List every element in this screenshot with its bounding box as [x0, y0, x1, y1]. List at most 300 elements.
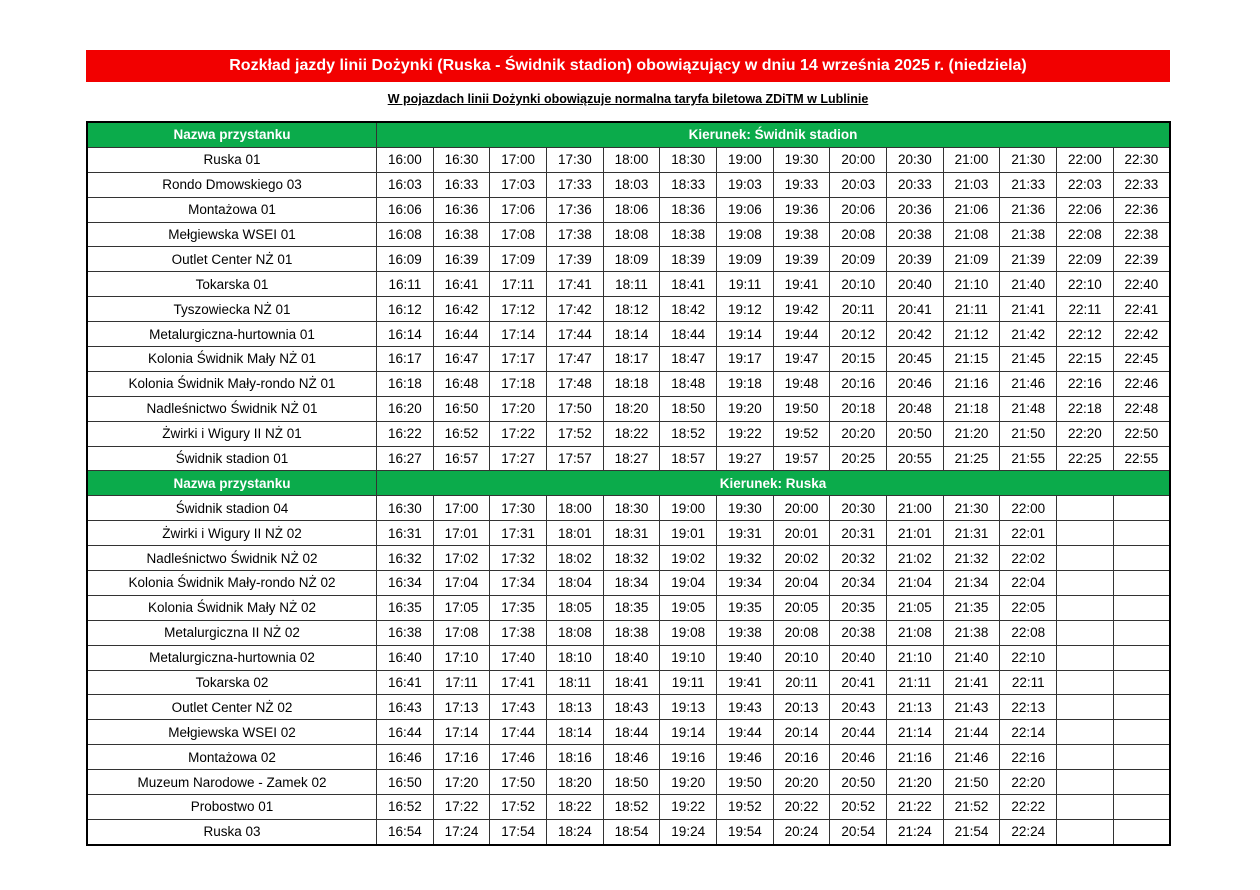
stop-name: Probostwo 01: [87, 795, 377, 820]
departure-time: 17:11: [490, 272, 547, 297]
departure-time: 16:44: [377, 720, 434, 745]
departure-time: 17:43: [490, 695, 547, 720]
departure-time: 17:16: [433, 745, 490, 770]
stop-name: Tyszowiecka NŻ 01: [87, 297, 377, 322]
departure-time: 20:01: [773, 521, 830, 546]
departure-time: 19:09: [717, 247, 774, 272]
departure-time: 21:20: [943, 421, 1000, 446]
departure-time: 18:33: [660, 172, 717, 197]
departure-time: 18:43: [603, 695, 660, 720]
departure-time: 20:30: [830, 496, 887, 521]
table-row: [87, 745, 1170, 770]
departure-time: 17:41: [547, 272, 604, 297]
departure-time: 17:46: [490, 745, 547, 770]
departure-time: 22:03: [1057, 172, 1114, 197]
table-row: [87, 197, 1170, 222]
departure-time: 20:50: [830, 770, 887, 795]
departure-time: 17:00: [490, 147, 547, 172]
departure-time: 21:15: [943, 347, 1000, 372]
departure-time: 20:30: [887, 147, 944, 172]
departure-time: [1113, 645, 1170, 670]
departure-time: 19:14: [660, 720, 717, 745]
departure-time: 19:38: [717, 620, 774, 645]
departure-time: 18:31: [603, 521, 660, 546]
departure-time: 20:54: [830, 819, 887, 844]
departure-time: 16:47: [433, 347, 490, 372]
departure-time: 16:31: [377, 521, 434, 546]
departure-time: 19:48: [773, 371, 830, 396]
departure-time: 20:20: [830, 421, 887, 446]
departure-time: 17:44: [490, 720, 547, 745]
departure-time: 21:41: [943, 670, 1000, 695]
departure-time: 21:42: [1000, 322, 1057, 347]
departure-time: 18:47: [660, 347, 717, 372]
departure-time: 21:54: [943, 819, 1000, 844]
departure-time: 22:14: [1000, 720, 1057, 745]
departure-time: 21:03: [943, 172, 1000, 197]
departure-time: 16:32: [377, 546, 434, 571]
departure-time: 18:35: [603, 595, 660, 620]
departure-time: [1057, 595, 1114, 620]
timetable-title: Rozkład jazdy linii Dożynki (Ruska - Świdnik stadion) obowiązujący w dniu 14 września 2025 r. (niedziela): [86, 50, 1170, 82]
departure-time: 16:08: [377, 222, 434, 247]
departure-time: 20:10: [830, 272, 887, 297]
departure-time: 18:54: [603, 819, 660, 844]
departure-time: 16:33: [433, 172, 490, 197]
departure-time: 16:46: [377, 745, 434, 770]
stop-name: Żwirki i Wigury II NŻ 01: [87, 421, 377, 446]
departure-time: [1113, 620, 1170, 645]
departure-time: 17:01: [433, 521, 490, 546]
departure-time: 20:08: [773, 620, 830, 645]
departure-time: [1113, 745, 1170, 770]
departure-time: 22:10: [1057, 272, 1114, 297]
departure-time: 20:13: [773, 695, 830, 720]
stop-name: Kolonia Świdnik Mały-rondo NŻ 02: [87, 571, 377, 596]
departure-time: 21:40: [943, 645, 1000, 670]
stop-name: Metalurgiczna II NŻ 02: [87, 620, 377, 645]
departure-time: 19:20: [660, 770, 717, 795]
departure-time: 18:08: [547, 620, 604, 645]
departure-time: 21:10: [887, 645, 944, 670]
departure-time: 18:03: [603, 172, 660, 197]
departure-time: 19:22: [717, 421, 774, 446]
table-row: [87, 546, 1170, 571]
departure-time: 18:46: [603, 745, 660, 770]
departure-time: 20:52: [830, 795, 887, 820]
stop-name: Montażowa 01: [87, 197, 377, 222]
stop-name: Świdnik stadion 01: [87, 446, 377, 471]
departure-time: 21:09: [943, 247, 1000, 272]
departure-time: [1057, 521, 1114, 546]
departure-time: 16:57: [433, 446, 490, 471]
departure-time: 21:40: [1000, 272, 1057, 297]
departure-time: 22:11: [1057, 297, 1114, 322]
departure-time: 20:05: [773, 595, 830, 620]
departure-time: 19:41: [773, 272, 830, 297]
table-row: [87, 496, 1170, 521]
departure-time: 19:39: [773, 247, 830, 272]
departure-time: 22:46: [1113, 371, 1170, 396]
departure-time: [1057, 745, 1114, 770]
departure-time: 16:40: [377, 645, 434, 670]
departure-time: 22:05: [1000, 595, 1057, 620]
departure-time: 18:22: [603, 421, 660, 446]
departure-time: [1113, 670, 1170, 695]
departure-time: 18:12: [603, 297, 660, 322]
section-header: [87, 471, 1170, 496]
departure-time: 19:16: [660, 745, 717, 770]
departure-time: 18:39: [660, 247, 717, 272]
departure-time: 21:10: [943, 272, 1000, 297]
departure-time: 20:10: [773, 645, 830, 670]
departure-time: 18:00: [603, 147, 660, 172]
departure-time: 17:30: [547, 147, 604, 172]
departure-time: 19:31: [717, 521, 774, 546]
departure-time: 21:44: [943, 720, 1000, 745]
stop-name: Nadleśnictwo Świdnik NŻ 01: [87, 396, 377, 421]
departure-time: 17:32: [490, 546, 547, 571]
departure-time: [1113, 770, 1170, 795]
departure-time: 18:48: [660, 371, 717, 396]
departure-time: [1057, 546, 1114, 571]
departure-time: 18:11: [603, 272, 660, 297]
departure-time: 18:18: [603, 371, 660, 396]
departure-time: 19:44: [773, 322, 830, 347]
departure-time: 20:11: [830, 297, 887, 322]
departure-time: 18:38: [603, 620, 660, 645]
departure-time: [1113, 595, 1170, 620]
stop-name: Ruska 01: [87, 147, 377, 172]
table-row: [87, 222, 1170, 247]
departure-time: 21:41: [1000, 297, 1057, 322]
departure-time: 17:02: [433, 546, 490, 571]
departure-time: 19:27: [717, 446, 774, 471]
stop-name: Kolonia Świdnik Mały-rondo NŻ 01: [87, 371, 377, 396]
departure-time: 16:41: [433, 272, 490, 297]
departure-time: 20:32: [830, 546, 887, 571]
departure-time: 18:01: [547, 521, 604, 546]
departure-time: 18:17: [603, 347, 660, 372]
departure-time: [1057, 795, 1114, 820]
departure-time: 20:34: [830, 571, 887, 596]
departure-time: 20:02: [773, 546, 830, 571]
departure-time: 18:16: [547, 745, 604, 770]
departure-time: 18:30: [660, 147, 717, 172]
departure-time: 20:38: [887, 222, 944, 247]
departure-time: 18:09: [603, 247, 660, 272]
departure-time: 22:41: [1113, 297, 1170, 322]
departure-time: 22:22: [1000, 795, 1057, 820]
departure-time: 16:44: [433, 322, 490, 347]
departure-time: 21:14: [887, 720, 944, 745]
departure-time: 22:20: [1057, 421, 1114, 446]
departure-time: 20:35: [830, 595, 887, 620]
departure-time: 17:47: [547, 347, 604, 372]
departure-time: 18:13: [547, 695, 604, 720]
departure-time: 21:45: [1000, 347, 1057, 372]
table-row: [87, 770, 1170, 795]
departure-time: 18:20: [603, 396, 660, 421]
fare-notice: W pojazdach linii Dożynki obowiązuje normalna taryfa biletowa ZDiTM w Lublinie: [387, 92, 869, 106]
departure-time: 22:01: [1000, 521, 1057, 546]
departure-time: 20:09: [830, 247, 887, 272]
table-row: [87, 720, 1170, 745]
departure-time: 19:17: [717, 347, 774, 372]
departure-time: 20:11: [773, 670, 830, 695]
stop-name: Muzeum Narodowe - Zamek 02: [87, 770, 377, 795]
departure-time: [1113, 795, 1170, 820]
departure-time: 21:46: [1000, 371, 1057, 396]
departure-time: 21:22: [887, 795, 944, 820]
departure-time: 16:52: [433, 421, 490, 446]
departure-time: 18:50: [603, 770, 660, 795]
departure-time: 21:43: [943, 695, 1000, 720]
departure-time: 19:22: [660, 795, 717, 820]
departure-time: 17:52: [547, 421, 604, 446]
departure-time: 20:04: [773, 571, 830, 596]
departure-time: 18:14: [547, 720, 604, 745]
departure-time: 16:50: [433, 396, 490, 421]
departure-time: 18:11: [547, 670, 604, 695]
departure-time: 16:35: [377, 595, 434, 620]
departure-time: 21:39: [1000, 247, 1057, 272]
departure-time: 18:20: [547, 770, 604, 795]
departure-time: [1113, 819, 1170, 844]
departure-time: 20:45: [887, 347, 944, 372]
departure-time: 19:50: [717, 770, 774, 795]
departure-time: 16:39: [433, 247, 490, 272]
departure-time: 18:02: [547, 546, 604, 571]
departure-time: 16:36: [433, 197, 490, 222]
departure-time: 19:03: [717, 172, 774, 197]
departure-time: 20:14: [773, 720, 830, 745]
departure-time: 17:38: [490, 620, 547, 645]
table-row: [87, 795, 1170, 820]
departure-time: 17:09: [490, 247, 547, 272]
departure-time: 17:14: [433, 720, 490, 745]
departure-time: 20:18: [830, 396, 887, 421]
departure-time: [1057, 571, 1114, 596]
departure-time: 20:39: [887, 247, 944, 272]
stop-name: Świdnik stadion 04: [87, 496, 377, 521]
departure-time: 17:05: [433, 595, 490, 620]
departure-time: 22:11: [1000, 670, 1057, 695]
departure-time: 22:12: [1057, 322, 1114, 347]
departure-time: 17:39: [547, 247, 604, 272]
departure-time: 20:48: [887, 396, 944, 421]
departure-time: 21:38: [1000, 222, 1057, 247]
departure-time: 22:09: [1057, 247, 1114, 272]
departure-time: 17:00: [433, 496, 490, 521]
departure-time: 18:36: [660, 197, 717, 222]
departure-time: 18:42: [660, 297, 717, 322]
departure-time: 17:10: [433, 645, 490, 670]
departure-time: 21:20: [887, 770, 944, 795]
departure-time: 20:31: [830, 521, 887, 546]
departure-time: 17:30: [490, 496, 547, 521]
departure-time: 21:38: [943, 620, 1000, 645]
departure-time: 20:36: [887, 197, 944, 222]
departure-time: 19:01: [660, 521, 717, 546]
departure-time: 19:57: [773, 446, 830, 471]
departure-time: 22:39: [1113, 247, 1170, 272]
departure-time: 17:40: [490, 645, 547, 670]
stop-name: Tokarska 02: [87, 670, 377, 695]
timetable: [86, 121, 1171, 846]
departure-time: 21:50: [943, 770, 1000, 795]
departure-time: 22:15: [1057, 347, 1114, 372]
table-row: [87, 695, 1170, 720]
departure-time: 19:43: [717, 695, 774, 720]
departure-time: 19:02: [660, 546, 717, 571]
departure-time: 16:54: [377, 819, 434, 844]
stop-name: Outlet Center NŻ 02: [87, 695, 377, 720]
departure-time: 17:24: [433, 819, 490, 844]
departure-time: [1057, 819, 1114, 844]
departure-time: 21:55: [1000, 446, 1057, 471]
departure-time: 20:16: [830, 371, 887, 396]
departure-time: [1113, 571, 1170, 596]
departure-time: 19:32: [717, 546, 774, 571]
stop-name: Tokarska 01: [87, 272, 377, 297]
departure-time: 16:42: [433, 297, 490, 322]
departure-time: 22:55: [1113, 446, 1170, 471]
departure-time: [1057, 496, 1114, 521]
departure-time: 22:08: [1000, 620, 1057, 645]
departure-time: 18:34: [603, 571, 660, 596]
departure-time: 16:41: [377, 670, 434, 695]
departure-time: 19:36: [773, 197, 830, 222]
departure-time: [1057, 695, 1114, 720]
departure-time: 19:40: [717, 645, 774, 670]
departure-time: 18:32: [603, 546, 660, 571]
departure-time: 18:24: [547, 819, 604, 844]
departure-time: 19:35: [717, 595, 774, 620]
departure-time: [1057, 770, 1114, 795]
departure-time: 18:52: [660, 421, 717, 446]
departure-time: 20:12: [830, 322, 887, 347]
table-row: [87, 347, 1170, 372]
departure-time: 20:00: [830, 147, 887, 172]
departure-time: 18:00: [547, 496, 604, 521]
departure-time: 19:11: [717, 272, 774, 297]
departure-time: 16:20: [377, 396, 434, 421]
departure-time: 17:13: [433, 695, 490, 720]
departure-time: 21:32: [943, 546, 1000, 571]
departure-time: 17:22: [490, 421, 547, 446]
departure-time: 20:42: [887, 322, 944, 347]
departure-time: 16:38: [377, 620, 434, 645]
departure-time: 22:25: [1057, 446, 1114, 471]
departure-time: 16:38: [433, 222, 490, 247]
departure-time: 21:05: [887, 595, 944, 620]
departure-time: 20:16: [773, 745, 830, 770]
departure-time: 17:36: [547, 197, 604, 222]
departure-time: 16:22: [377, 421, 434, 446]
departure-time: 22:16: [1057, 371, 1114, 396]
departure-time: 19:47: [773, 347, 830, 372]
departure-time: 18:08: [603, 222, 660, 247]
departure-time: 19:34: [717, 571, 774, 596]
stop-name: Nadleśnictwo Świdnik NŻ 02: [87, 546, 377, 571]
departure-time: 22:06: [1057, 197, 1114, 222]
departure-time: 18:41: [603, 670, 660, 695]
departure-time: 18:44: [603, 720, 660, 745]
departure-time: 20:25: [830, 446, 887, 471]
departure-time: 16:50: [377, 770, 434, 795]
departure-time: 17:08: [490, 222, 547, 247]
departure-time: 17:50: [490, 770, 547, 795]
departure-time: 17:17: [490, 347, 547, 372]
departure-time: 19:30: [773, 147, 830, 172]
departure-time: 19:52: [773, 421, 830, 446]
departure-time: 21:34: [943, 571, 1000, 596]
departure-time: 17:54: [490, 819, 547, 844]
departure-time: 22:24: [1000, 819, 1057, 844]
table-row: [87, 571, 1170, 596]
departure-time: 22:13: [1000, 695, 1057, 720]
table-row: [87, 371, 1170, 396]
departure-time: 21:33: [1000, 172, 1057, 197]
departure-time: 17:12: [490, 297, 547, 322]
departure-time: 21:25: [943, 446, 1000, 471]
table-row: [87, 620, 1170, 645]
departure-time: 19:13: [660, 695, 717, 720]
stop-name: Żwirki i Wigury II NŻ 02: [87, 521, 377, 546]
departure-time: 18:30: [603, 496, 660, 521]
departure-time: 21:00: [943, 147, 1000, 172]
stop-name: Rondo Dmowskiego 03: [87, 172, 377, 197]
departure-time: 17:18: [490, 371, 547, 396]
departure-time: 20:06: [830, 197, 887, 222]
departure-time: 18:40: [603, 645, 660, 670]
departure-time: 22:16: [1000, 745, 1057, 770]
departure-time: 18:22: [547, 795, 604, 820]
departure-time: 19:18: [717, 371, 774, 396]
departure-time: 21:16: [887, 745, 944, 770]
departure-time: 20:00: [773, 496, 830, 521]
departure-time: 17:14: [490, 322, 547, 347]
departure-time: 21:36: [1000, 197, 1057, 222]
departure-time: 22:00: [1057, 147, 1114, 172]
departure-time: 22:00: [1000, 496, 1057, 521]
departure-time: 16:43: [377, 695, 434, 720]
departure-time: 22:48: [1113, 396, 1170, 421]
departure-time: 22:20: [1000, 770, 1057, 795]
stop-name: Kolonia Świdnik Mały NŻ 02: [87, 595, 377, 620]
departure-time: 20:20: [773, 770, 830, 795]
departure-time: 19:50: [773, 396, 830, 421]
departure-time: 18:06: [603, 197, 660, 222]
departure-time: 20:40: [830, 645, 887, 670]
table-row: [87, 247, 1170, 272]
departure-time: 21:04: [887, 571, 944, 596]
departure-time: [1113, 695, 1170, 720]
departure-time: 21:08: [887, 620, 944, 645]
departure-time: 21:11: [943, 297, 1000, 322]
departure-time: 22:04: [1000, 571, 1057, 596]
departure-time: 17:50: [547, 396, 604, 421]
departure-time: 19:42: [773, 297, 830, 322]
departure-time: 22:36: [1113, 197, 1170, 222]
departure-time: 21:11: [887, 670, 944, 695]
departure-time: 21:48: [1000, 396, 1057, 421]
departure-time: 18:14: [603, 322, 660, 347]
departure-time: 18:27: [603, 446, 660, 471]
table-row: [87, 272, 1170, 297]
departure-time: 17:08: [433, 620, 490, 645]
